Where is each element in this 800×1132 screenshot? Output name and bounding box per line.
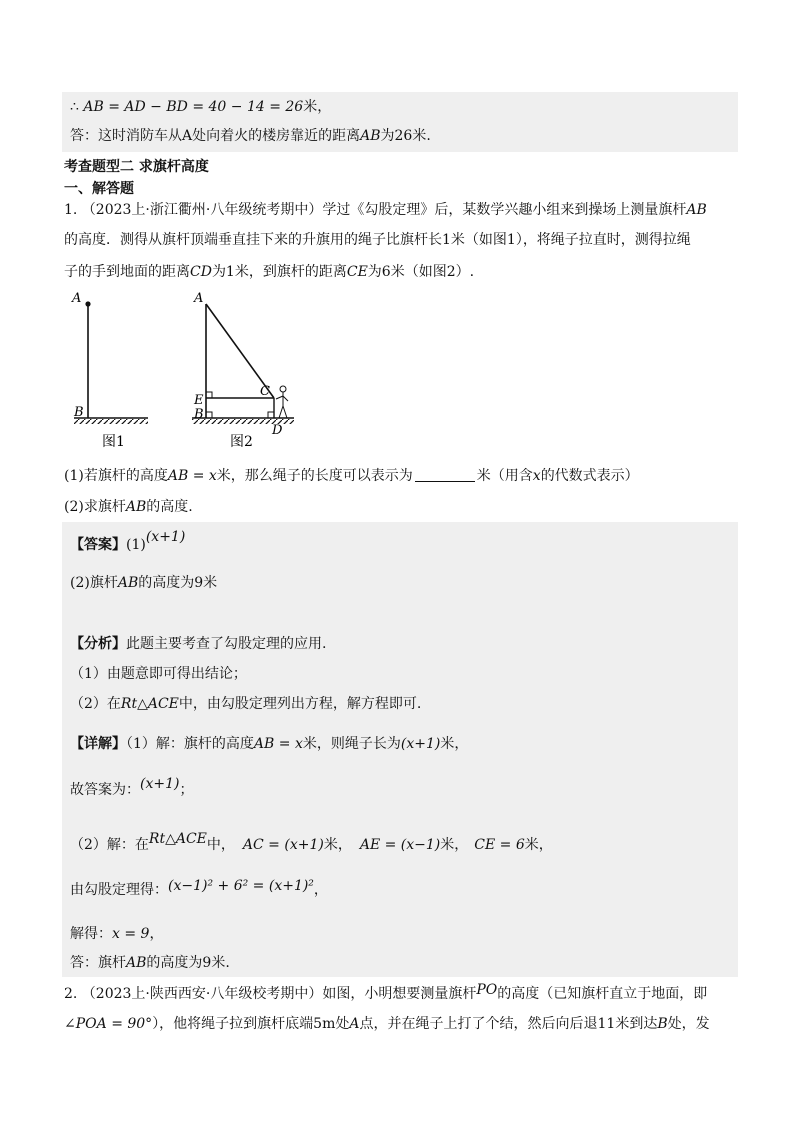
q1-line-2: 的高度．测得从旗杆顶端垂直挂下来的升旗用的绳子比旗杆长1米（如图1），将绳子拉直时，测得拉绳 <box>64 232 691 248</box>
right-angle-e <box>206 392 212 398</box>
answer-line: 答：这时消防车从A处向着火的楼房靠近的距离AB为26米. <box>70 128 431 144</box>
answer-1: 【答案】(1)(x+1) <box>70 529 186 553</box>
analysis-line: 【分析】此题主要考查了勾股定理的应用. <box>70 636 327 652</box>
q1-line-1: 1. （2023上·浙江衢州·八年级统考期中）学过《勾股定理》后，某数学兴趣小组来到操场上测量旗杆AB <box>64 202 707 218</box>
section-subtitle: 一、解答题 <box>64 181 134 197</box>
calc-line: ∴ AB = AD − BD = 40 − 14 = 26米， <box>70 99 332 115</box>
detail-1: 【详解】（1）解：旗杆的高度AB = x米，则绳子长为(x+1)米， <box>70 736 469 752</box>
fig1-label-b: B <box>74 405 84 420</box>
fig2-label-b: B <box>194 407 204 422</box>
analysis-2: （2）在Rt△ACE中，由勾股定理列出方程，解方程即可. <box>70 696 422 712</box>
q1-part-2: (2)求旗杆AB的高度. <box>64 499 193 515</box>
ground-hatch <box>74 419 148 424</box>
person-figure <box>276 386 288 418</box>
detail-2: 故答案为：(x+1)； <box>70 776 194 798</box>
flagpole-figures <box>66 288 326 458</box>
detail-5: 解得：x = 9， <box>70 926 164 942</box>
q1-line-3: 子的手到地面的距离CD为1米，到旗杆的距离CE为6米（如图2）. <box>64 264 475 280</box>
right-angle-d <box>268 412 274 418</box>
fig2-caption: 图2 <box>230 434 253 450</box>
detail-3: （2）解：在Rt△ACE中， AC = (x+1)米， AE = (x−1)米， CE = 6米， <box>70 831 553 853</box>
answer-2: (2)旗杆AB的高度为9米 <box>70 575 218 591</box>
answer-blank <box>415 467 475 482</box>
rope-top-dot <box>85 301 90 306</box>
figure-1 <box>71 291 148 450</box>
figure-2 <box>192 291 294 450</box>
right-angle-b <box>206 412 212 418</box>
section-title: 考查题型二 求旗杆高度 <box>64 159 209 175</box>
q2-line-1: 2. （2023上·陕西西安·八年级校考期中）如图，小明想要测量旗杆PO的高度（已知旗杆直立于地面，即 <box>64 982 708 1002</box>
fig2-label-e: E <box>194 393 204 408</box>
fig1-caption: 图1 <box>102 434 125 450</box>
fig1-label-a: A <box>72 291 82 306</box>
fig2-label-c: C <box>260 384 270 399</box>
detail-4: 由勾股定理得：(x−1)² + 6² = (x+1)²， <box>70 878 328 898</box>
q2-line-2: ∠POA = 90°），他将绳子拉到旗杆底端5m处A点，并在绳子上打了个结，然后向后退11米到达B处，发 <box>64 1016 710 1032</box>
fig2-label-a: A <box>194 291 204 306</box>
analysis-1: （1）由题意即可得出结论； <box>70 666 247 682</box>
q1-part-1: (1)若旗杆的高度AB = x米，那么绳子的长度可以表示为 米（用含x的代数式表示） <box>64 468 639 484</box>
detail-6: 答：旗杆AB的高度为9米. <box>70 955 230 971</box>
calc-math: AB = AD − BD = 40 − 14 = 26 <box>83 99 304 115</box>
fig2-label-d: D <box>272 423 283 438</box>
